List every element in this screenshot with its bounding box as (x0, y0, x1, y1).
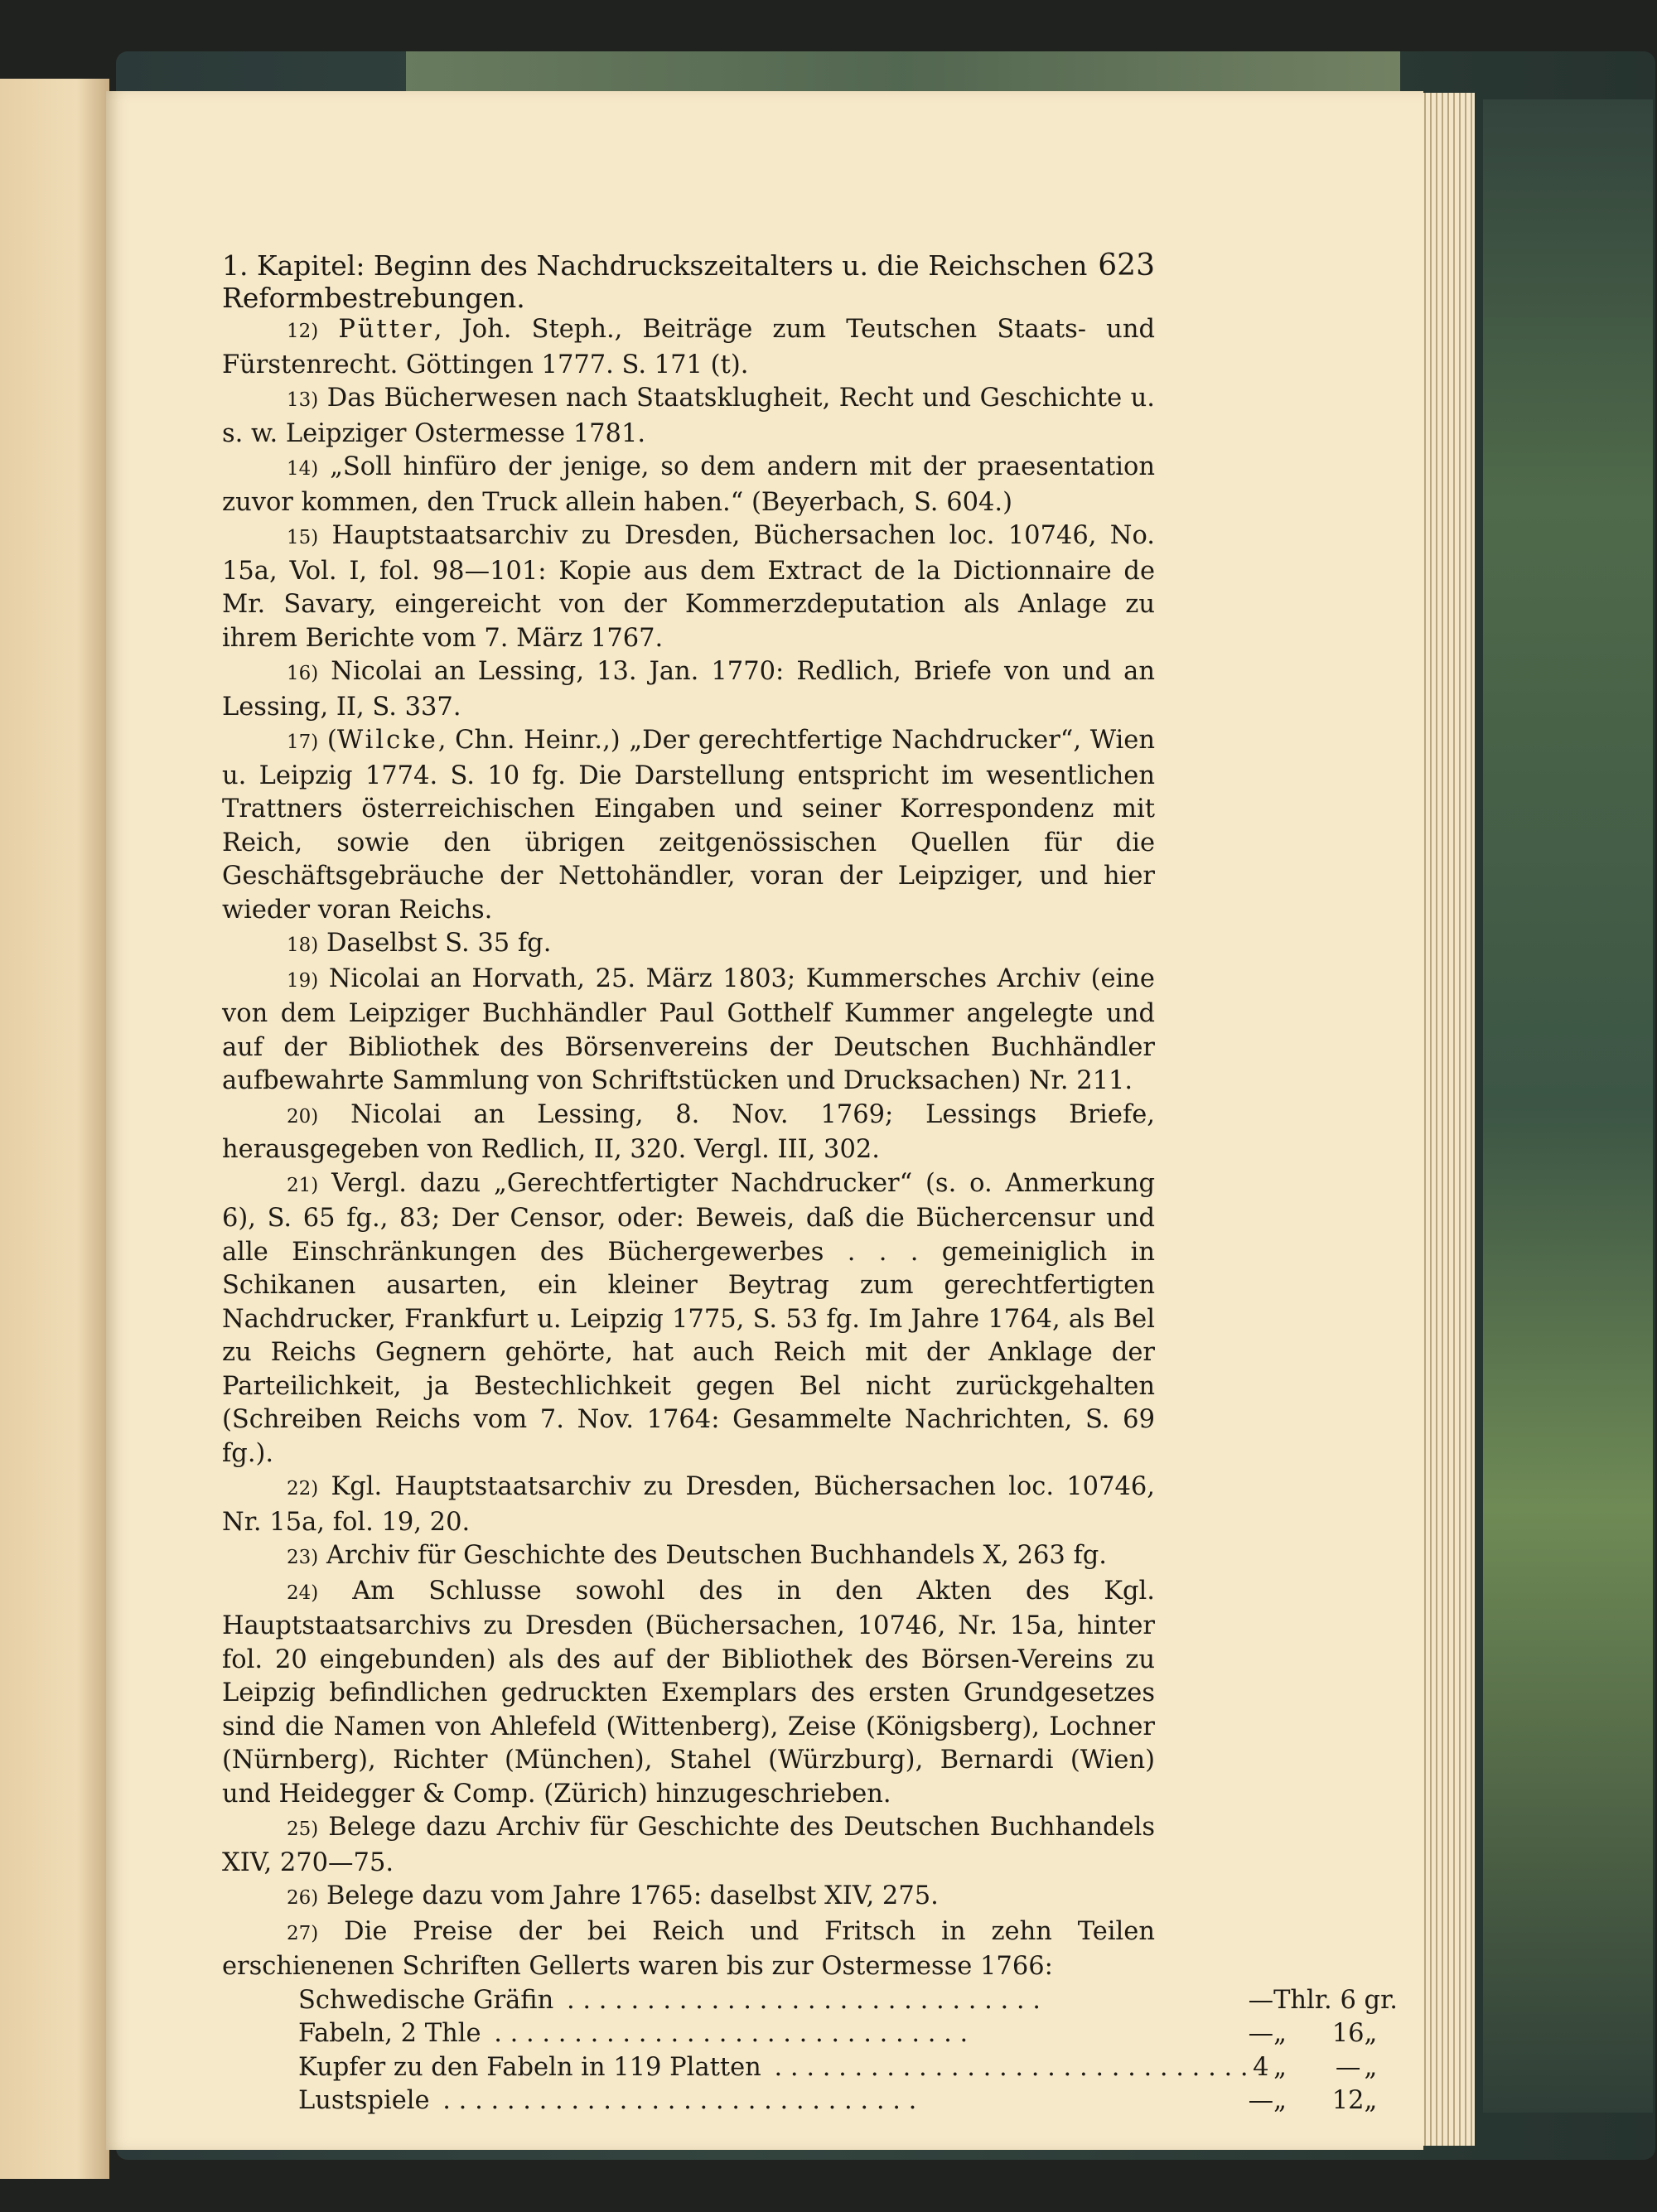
cover-marbled-edge (1483, 99, 1653, 2113)
note-22: 22) Kgl. Hauptstaatsarchiv zu Dresden, Büchersachen loc. 10746, Nr. 15a, fol. 19, 20. (222, 1472, 1155, 1537)
price-table (298, 1984, 1398, 2118)
previous-page-edge (0, 79, 109, 2179)
note-16: 16) Nicolai an Lessing, 13. Jan. 1770: Redlich, Briefe von und an Lessing, II, S. 337. (222, 657, 1155, 722)
table-cell: „ (1273, 2086, 1287, 2115)
note-15: 15) Hauptstaatsarchiv zu Dresden, Büchersachen loc. 10746, No. 15a, Vol. I, fol. 98—101: Kopie aus dem Extract de la Dictionnaire de Mr. Savary, eingereicht von der Kommerzdeputation als Anlage zu ihrem Berichte vom 7. März 1767. (222, 521, 1155, 653)
table-cell: „ (1273, 2052, 1287, 2082)
note-author: Wilcke (336, 726, 438, 755)
running-header (222, 249, 1155, 314)
table-cell: Thlr. (1273, 1985, 1332, 2015)
table-row (298, 2084, 1398, 2118)
note-27: 27) Die Preise der bei Reich und Fritsch in zehn Teilen erschienenen Schriften Gellerts waren bis zur Ostermesse 1766: (222, 1916, 1155, 1981)
table-cell: gr. (1364, 1985, 1398, 2015)
note-19: 19) Nicolai an Horvath, 25. März 1803; Kummersches Archiv (eine von dem Leipziger Buchhändler Paul Gotthelf Kummer angelegte und auf der Bibliothek des Börsenvereins der Deutschen Buchhändler aufbewahrte Sammlung von Schriftstücken und Drucksachen) Nr. 211. (222, 964, 1155, 1095)
note-17: 17) (Wilcke, Chn. Heinr.,) „Der gerechtfertige Nachdrucker“, Wien u. Leipzig 1774. S. 10 fg. Die Darstellung entspricht im wesentlichen Trattners österreichischen Eingaben und seiner Korrespondenz mit Reich, sowie den übrigen zeitgenössischen Quellen für die Geschäftsgebräuche der Nettohändler, voran der Leipziger, und hier wieder voran Reichs. (222, 726, 1155, 925)
table-cell: „ (1364, 2086, 1378, 2115)
note-24: 24) Am Schlusse sowohl des in den Akten des Kgl. Hauptstaatsarchivs zu Dresden (Büchersachen, 10746, Nr. 15a, hinter fol. 20 eingebunden) als des auf der Bibliothek des Börsen-Vereins zu Leipzig befindlichen gedruckten Exemplars des ersten Grundgesetzes sind die Namen von Ahlefeld (Wittenberg), Zeise (Königsberg), Lochner (Nürnberg), Richter (München), Stahel (Würzburg), Bernardi (Wien) und Heidegger & Comp. (Zürich) hinzugeschrieben. (222, 1576, 1155, 1809)
table-cell: „ (1364, 2019, 1378, 2048)
note-20: 20) Nicolai an Lessing, 8. Nov. 1769; Lessings Briefe, herausgegeben von Redlich, II, 320. Vergl. III, 302. (222, 1099, 1155, 1164)
table-cell: „ (1273, 2019, 1287, 2048)
note-13: 13) Das Bücherwesen nach Staatsklugheit, Recht und Geschichte u. s. w. Leipziger Ostermesse 1781. (222, 384, 1155, 448)
running-title: 1. Kapitel: Beginn des Nachdruckszeitalters u. die Reichschen Reformbestrebungen. (222, 249, 1088, 314)
note-18: 18) Daselbst S. 35 fg. (287, 929, 552, 958)
table-cell: 12 (1331, 2086, 1365, 2115)
table-row (298, 1984, 1398, 2018)
table-cell: — (1248, 1985, 1274, 2015)
table-cell: 4 (1253, 2052, 1269, 2082)
table-cell: — (1248, 2019, 1274, 2048)
table-row (298, 2017, 1398, 2051)
note-23: 23) Archiv für Geschichte des Deutschen Buchhandels X, 263 fg. (287, 1541, 1107, 1570)
table-cell: „ (1364, 2052, 1378, 2082)
table-cell-title: Kupfer zu den Fabeln in 119 Platten (298, 2053, 766, 2082)
note-26: 26) Belege dazu vom Jahre 1765: daselbst XIV, 275. (287, 1881, 939, 1910)
table-cell: — (1335, 2052, 1361, 2082)
note-12: 12) Pütter, Joh. Steph., Beiträge zum Teutschen Staats- und Fürstenrecht. Göttingen 1777. S. 171 (t). (222, 315, 1155, 379)
table-cell: 16 (1331, 2019, 1365, 2048)
table-cell: — (1248, 2086, 1274, 2115)
table-cell: 6 (1340, 1985, 1356, 2015)
table-cell-title: Schwedische Gräfin (298, 1986, 558, 2015)
endnotes (222, 313, 1398, 2118)
cover-marbled-strip (406, 51, 1400, 94)
note-25: 25) Belege dazu Archiv für Geschichte des Deutschen Buchhandels XIV, 270—75. (222, 1813, 1156, 1877)
table-cell-title: Fabeln, 2 Thle (298, 2019, 486, 2048)
table-cell-title: Lustspiele (298, 2086, 435, 2115)
note-21: 21) Vergl. dazu „Gerechtfertigter Nachdrucker“ (s. o. Anmerkung 6), S. 65 fg., 83; Der Censor, oder: Beweis, daß die Büchercensur und alle Einschränkungen des Büchergewerbes . . . gemeiniglich in Schikanen ausarten, ein kleiner Beytrag zum gerechtfertigten Nachdrucker, Frankfurt u. Leipzig 1775, S. 53 fg. Im Jahre 1764, als Bel zu Reichs Gegnern gehörte, hat auch Reich mit der Anklage der Parteilichkeit, ja Bestechlichkeit gegen Bel nicht zurückgehalten (Schreiben Reichs vom 7. Nov. 1764: Gesammelte Nachrichten, S. 69 fg.). (222, 1168, 1156, 1468)
note-14: 14) „Soll hinfüro der jenige, so dem andern mit der praesentation zuvor kommen, den Truck allein haben.“ (Beyerbach, S. 604.) (222, 452, 1155, 517)
note-author: Pütter (338, 315, 434, 344)
table-row (298, 2051, 1398, 2085)
page-number: 623 (1098, 249, 1155, 283)
